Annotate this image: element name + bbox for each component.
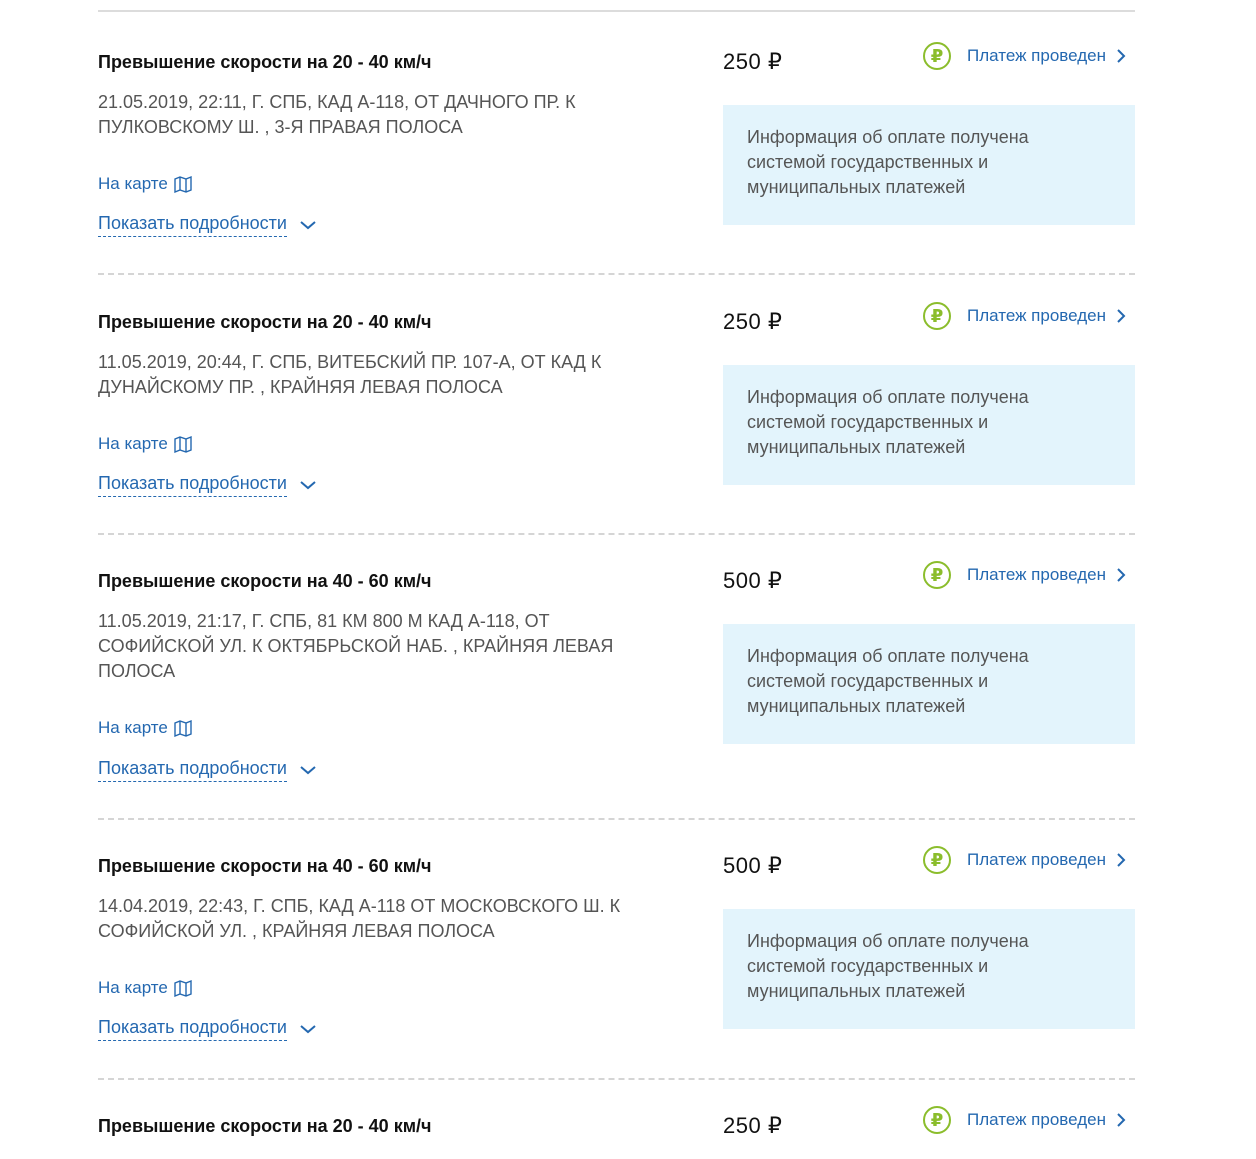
show-details-label: Показать подробности: [98, 758, 287, 782]
show-details-link[interactable]: [98, 213, 317, 237]
chevron-down-icon: [299, 765, 317, 775]
fine-title: Превышение скорости на 40 - 60 км/ч: [98, 856, 432, 876]
chevron-right-icon: [1116, 48, 1126, 64]
ruble-circle-icon: ₽: [923, 302, 951, 330]
fine-amount: 500 ₽: [723, 853, 783, 878]
ruble-circle-icon: ₽: [923, 846, 951, 874]
chevron-right-icon: [1116, 567, 1126, 583]
item-divider: [98, 1078, 1135, 1080]
payment-status-label: Платеж проведен: [967, 565, 1106, 584]
on-map-link[interactable]: [98, 434, 192, 454]
map-icon: [174, 175, 192, 193]
payment-status-link[interactable]: [923, 559, 1126, 591]
on-map-link[interactable]: [98, 978, 192, 998]
on-map-link[interactable]: [98, 174, 192, 194]
chevron-right-icon: [1116, 308, 1126, 324]
payment-info-box: Информация об оплате получена системой государственных и муниципальных платежей: [723, 624, 1135, 744]
ruble-circle-icon: ₽: [923, 42, 951, 70]
chevron-down-icon: [299, 220, 317, 230]
show-details-link[interactable]: [98, 758, 317, 782]
payment-info-box: Информация об оплате получена системой государственных и муниципальных платежей: [723, 365, 1135, 485]
fine-amount: 250 ₽: [723, 1113, 783, 1138]
top-divider: [98, 10, 1135, 12]
payment-status-label: Платеж проведен: [967, 306, 1106, 325]
fine-amount: 500 ₽: [723, 568, 783, 593]
fine-description: 21.05.2019, 22:11, Г. СПБ, КАД А-118, ОТ ДАЧНОГО ПР. К ПУЛКОВСКОМУ Ш. , 3-Я ПРАВАЯ ПОЛОСА: [98, 92, 576, 137]
fine-description: 11.05.2019, 21:17, Г. СПБ, 81 КМ 800 М КАД А-118, ОТ СОФИЙСКОЙ УЛ. К ОКТЯБРЬСКОЙ НАБ. , КРАЙНЯЯ ЛЕВАЯ ПОЛОСА: [98, 611, 614, 681]
payment-info-box: Информация об оплате получена системой государственных и муниципальных платежей: [723, 105, 1135, 225]
chevron-down-icon: [299, 1024, 317, 1034]
show-details-label: Показать подробности: [98, 473, 287, 497]
on-map-label: На карте: [98, 718, 168, 737]
fine-description: 14.04.2019, 22:43, Г. СПБ, КАД А-118 ОТ МОСКОВСКОГО Ш. К СОФИЙСКОЙ УЛ. , КРАЙНЯЯ ЛЕВАЯ ПОЛОСА: [98, 896, 621, 941]
on-map-label: На карте: [98, 174, 168, 193]
fine-title: Превышение скорости на 20 - 40 км/ч: [98, 52, 432, 72]
payment-status-label: Платеж проведен: [967, 850, 1106, 869]
item-divider: [98, 273, 1135, 275]
item-divider: [98, 818, 1135, 820]
show-details-label: Показать подробности: [98, 213, 287, 237]
show-details-link[interactable]: [98, 1017, 317, 1041]
payment-info-box: Информация об оплате получена системой государственных и муниципальных платежей: [723, 909, 1135, 1029]
fine-title: Превышение скорости на 40 - 60 км/ч: [98, 571, 432, 591]
payment-status-label: Платеж проведен: [967, 46, 1106, 65]
fine-item: [98, 1109, 1135, 1156]
on-map-link[interactable]: [98, 718, 192, 738]
item-divider: [98, 533, 1135, 535]
show-details-link[interactable]: [98, 473, 317, 497]
payment-status-link[interactable]: [923, 844, 1126, 876]
ruble-circle-icon: ₽: [923, 561, 951, 589]
fine-item: [98, 305, 1135, 502]
fine-title: Превышение скорости на 20 - 40 км/ч: [98, 1116, 432, 1136]
payment-status-link[interactable]: [923, 300, 1126, 332]
chevron-right-icon: [1116, 852, 1126, 868]
fine-item: [98, 849, 1135, 1046]
on-map-label: На карте: [98, 978, 168, 997]
payment-status-link[interactable]: [923, 1104, 1126, 1136]
fine-item: [98, 45, 1135, 242]
chevron-right-icon: [1116, 1112, 1126, 1128]
fine-description: 11.05.2019, 20:44, Г. СПБ, ВИТЕБСКИЙ ПР. 107-А, ОТ КАД К ДУНАЙСКОМУ ПР. , КРАЙНЯЯ ЛЕВАЯ ПОЛОСА: [98, 352, 602, 397]
show-details-label: Показать подробности: [98, 1017, 287, 1041]
map-icon: [174, 979, 192, 997]
chevron-down-icon: [299, 480, 317, 490]
fine-item: [98, 564, 1135, 781]
fine-title: Превышение скорости на 20 - 40 км/ч: [98, 312, 432, 332]
fine-amount: 250 ₽: [723, 309, 783, 334]
ruble-circle-icon: ₽: [923, 1106, 951, 1134]
payment-status-link[interactable]: [923, 40, 1126, 72]
on-map-label: На карте: [98, 434, 168, 453]
fine-amount: 250 ₽: [723, 49, 783, 74]
map-icon: [174, 719, 192, 737]
map-icon: [174, 435, 192, 453]
payment-status-label: Платеж проведен: [967, 1110, 1106, 1129]
